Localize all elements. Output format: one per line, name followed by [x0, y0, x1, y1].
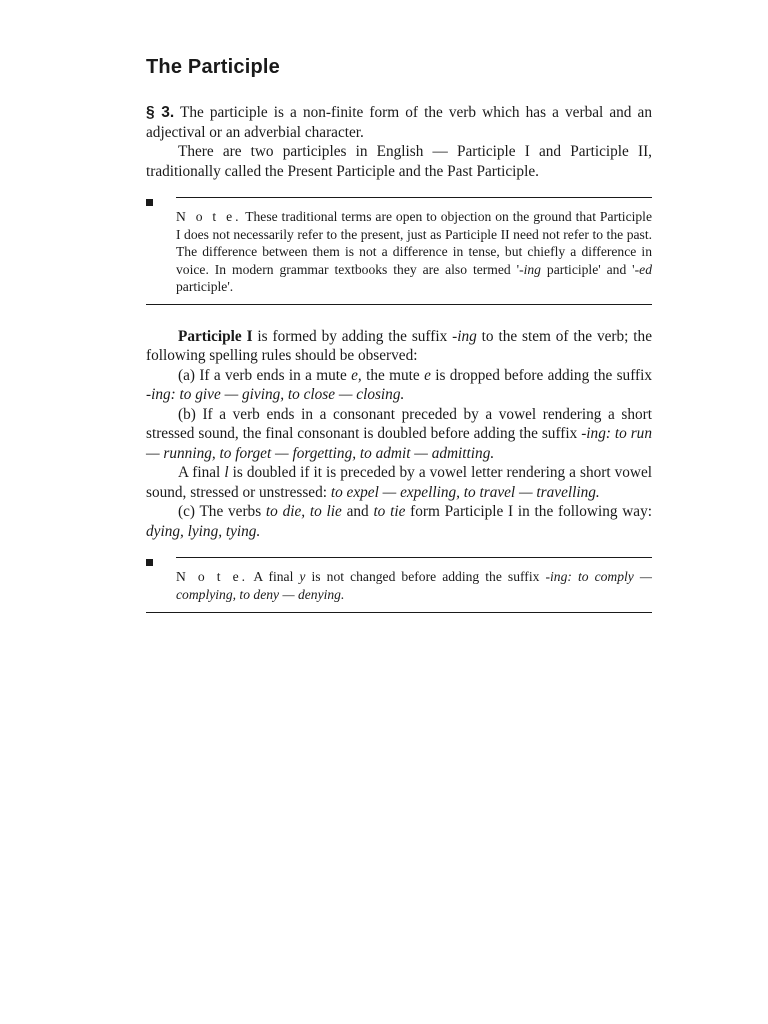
note-1-italic: -ing: [519, 261, 541, 277]
section-p1-text: The participle is a non-finite form of the verb which has a verbal and an adjectival or an adverbial character.: [146, 104, 652, 141]
note-lead: N o t e.: [176, 569, 249, 585]
rule-c-italic: to die, to lie: [265, 503, 342, 521]
rule-c-part: (c) The verbs: [178, 503, 266, 521]
rule-c-part: and: [341, 503, 374, 521]
rule-c-paragraph: [146, 502, 652, 541]
note-2-italic: y: [299, 569, 306, 585]
page-title: The Participle: [146, 56, 280, 78]
rule-c-italic: to tie: [373, 503, 406, 521]
note-bullet-icon: [146, 199, 153, 206]
note-block-2: [146, 557, 652, 612]
rule-c-italic: dying, lying, tying.: [146, 522, 261, 540]
rule-l-italic: l: [224, 464, 229, 482]
note-2-part: is not changed before adding the suffix: [305, 569, 546, 585]
note-1-part: participle' and ': [540, 261, 635, 277]
rule-l-paragraph: [146, 463, 652, 502]
note-1-italic: -ed: [634, 261, 652, 277]
note-1-part: These traditional terms are open to objection on the ground that Participle I does not necessarily refer to the present, just as Participle II need not refer to the past. The difference between them is not a difference in tense, but chiefly a difference in voice. In modern grammar textbooks they are also termed ': [176, 209, 652, 277]
rule-a-italic: e,: [351, 366, 362, 384]
note-2-text: [176, 568, 652, 603]
note-top-rule: [176, 557, 652, 558]
note-bottom-rule: [146, 612, 652, 613]
rule-a-part: is dropped before adding the suffix: [430, 366, 653, 384]
section-paragraph-1: [146, 103, 652, 142]
rule-b-paragraph: [146, 405, 652, 464]
section-number: § 3.: [146, 104, 175, 121]
section-paragraph-2: There are two participles in English — Participle I and Participle II, traditionally called the Present Participle and the Past Participle.: [146, 143, 652, 180]
participle-1-paragraph: [146, 327, 652, 366]
rule-l-part: is doubled if it is preceded by a vowel letter rendering a short vowel sound, stressed or unstressed:: [146, 464, 652, 501]
rule-a-part: (a) If a verb ends in a mute: [178, 366, 352, 384]
rule-b-part: (b) If a verb ends in a consonant preceded by a vowel rendering a short stressed sound, the final consonant is doubled before adding the suffix: [146, 405, 652, 443]
note-bottom-rule: [146, 304, 652, 305]
rule-l-italic: to expel — expelling, to travel — travelling.: [330, 483, 600, 501]
rule-a-italic: -ing: to give — giving, to close — closing.: [146, 386, 405, 404]
page: [146, 56, 652, 613]
note-2-italic: -ing: to comply — complying, to deny — denying.: [176, 569, 652, 603]
note-block-1: [146, 197, 652, 305]
note-1-part: participle'.: [176, 279, 234, 295]
rule-b-italic: -ing: to run — running, to forget — forgetting, to admit — admitting.: [146, 425, 652, 462]
participle-1-italic: -ing: [452, 327, 477, 345]
participle-1-part: to the stem of the verb; the following spelling rules should be observed:: [146, 327, 652, 365]
participle-1-part: is formed by adding the suffix: [252, 327, 453, 345]
rule-a-paragraph: [146, 366, 652, 405]
note-lead: N o t e.: [176, 209, 242, 224]
note-2-part: A final: [248, 569, 300, 585]
participle-1-term: Participle I: [178, 327, 253, 345]
note-bullet-icon: [146, 559, 153, 566]
rule-l-part: A final: [178, 464, 225, 482]
rule-a-part: the mute: [361, 366, 425, 384]
rule-a-italic: e: [424, 366, 431, 384]
note-top-rule: [176, 197, 652, 198]
rule-c-part: form Participle I in the following way:: [405, 503, 652, 521]
note-1-text: [176, 208, 652, 296]
